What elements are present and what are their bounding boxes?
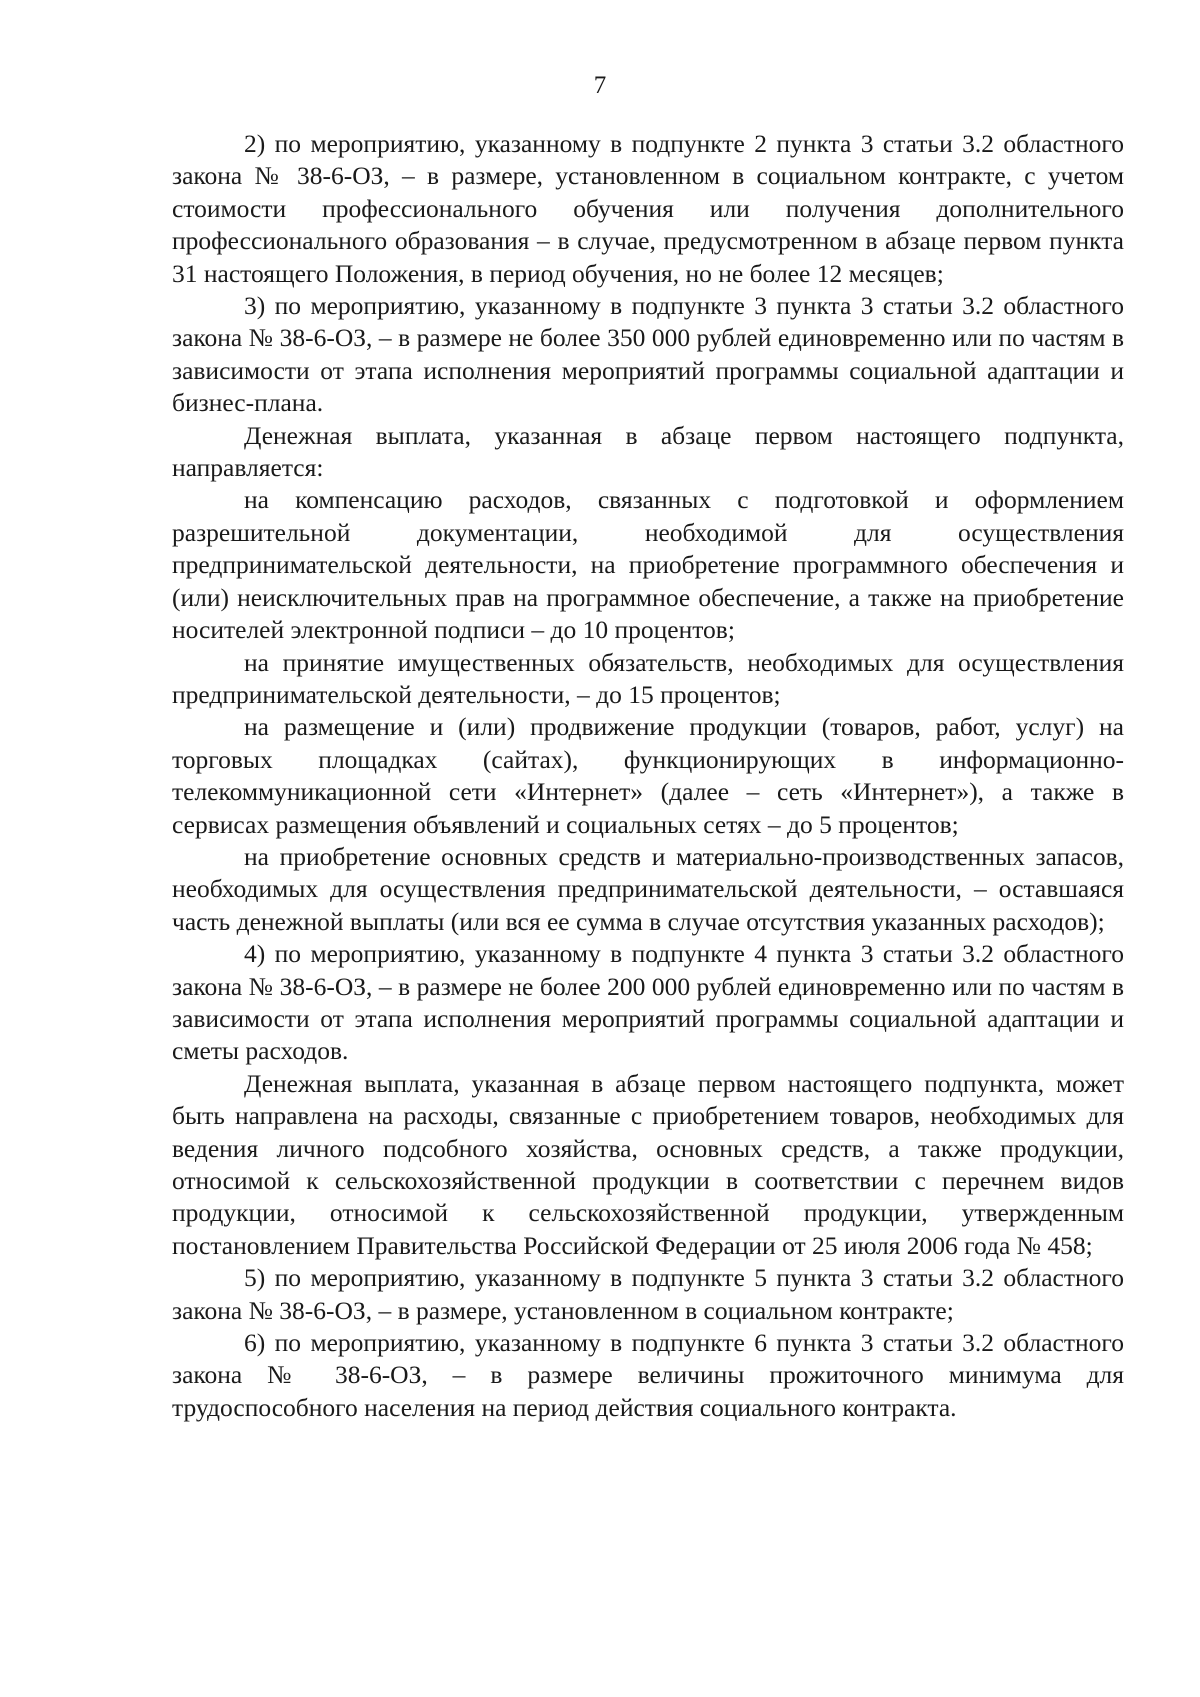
paragraph-obligations-15-percent: на принятие имущественных обязательств, необходимых для осуществления предпринимательской деятельности, – до 15 процентов;	[172, 647, 1124, 709]
paragraph-subitem-2: 2) по мероприятию, указанному в подпункте 2 пункта 3 статьи 3.2 областного закона № 38-6-ОЗ, – в размере, установленном в социальном контракте, с учетом стоимости профессионального обучения или получения дополнительного профессионального образования – в случае, предусмотренном в абзаце первом пункта 31 настоящего Положения, в период обучения, но не более 12 месяцев;	[172, 129, 1124, 288]
paragraph-payment-may-be-directed: Денежная выплата, указанная в абзаце первом настоящего подпункта, может быть направлена на расходы, связанные с приобретением товаров, необходимых для ведения личного подсобного хозяйства, основных средств, а также продукции, относимой к сельскохозяйственной продукции в соответствии с перечнем видов продукции, относимой к сельскохозяйственной продукции, утвержденным постановлением Правительства Российской Федерации от 25 июля 2006 года № 458;	[172, 1068, 1124, 1260]
document-body	[172, 128, 1124, 1424]
paragraph-compensation-10-percent: на компенсацию расходов, связанных с подготовкой и оформлением разрешительной документации, необходимой для осуществления предпринимательской деятельности, на приобретение программного обеспечения и (или) неисключительных прав на программное обеспечение, а также на приобретение носителей электронной подписи – до 10 процентов;	[172, 485, 1124, 645]
paragraph-subitem-6: 6) по мероприятию, указанному в подпункте 6 пункта 3 статьи 3.2 областного закона № 38-6-ОЗ, – в размере величины прожиточного минимума для трудоспособного населения на период действия социального контракта.	[172, 1328, 1124, 1422]
paragraph-payment-directed: Денежная выплата, указанная в абзаце первом настоящего подпункта, направляется:	[172, 420, 1124, 483]
paragraph-promotion-5-percent: на размещение и (или) продвижение продукции (товаров, работ, услуг) на торговых площадках (сайтах), функционирующих в информационно-телекоммуникационной сети «Интернет» (далее – сеть «Интернет»), а также в сервисах размещения объявлений и социальных сетях – до 5 процентов;	[172, 712, 1124, 839]
page-number: 7	[593, 72, 607, 99]
paragraph-fixed-assets: на приобретение основных средств и материально-производственных запасов, необходимых для осуществления предпринимательской деятельности, – оставшаяся часть денежной выплаты (или вся ее сумма в случае отсутствия указанных расходов);	[172, 841, 1124, 936]
paragraph-subitem-3: 3) по мероприятию, указанному в подпункте 3 пункта 3 статьи 3.2 областного закона № 38-6-ОЗ, – в размере не более 350 000 рублей единовременно или по частям в зависимости от этапа исполнения мероприятий программы социальной адаптации и бизнес-плана.	[172, 291, 1124, 418]
paragraph-subitem-5: 5) по мероприятию, указанному в подпункте 5 пункта 3 статьи 3.2 областного закона № 38-6-ОЗ, – в размере, установленном в социальном контракте;	[172, 1263, 1124, 1325]
paragraph-subitem-4: 4) по мероприятию, указанному в подпункте 4 пункта 3 статьи 3.2 областного закона № 38-6-ОЗ, – в размере не более 200 000 рублей единовременно или по частям в зависимости от этапа исполнения мероприятий программы социальной адаптации и сметы расходов.	[172, 939, 1124, 1066]
